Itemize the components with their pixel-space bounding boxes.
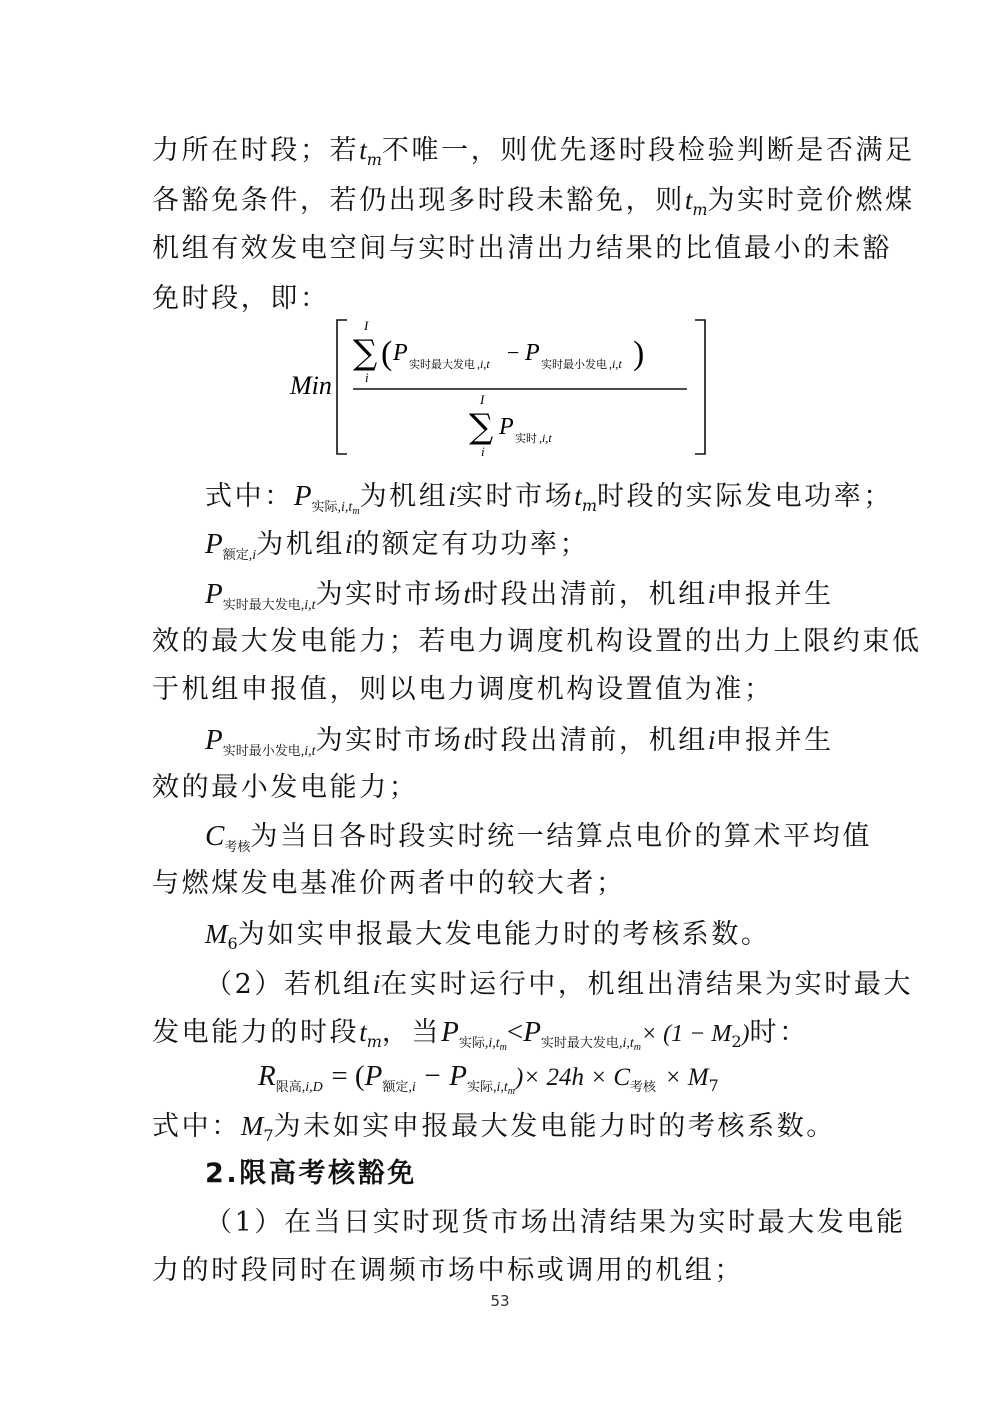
paren-close: ) xyxy=(741,1021,750,1047)
var-sub: 7 xyxy=(708,1076,719,1095)
var-t: t xyxy=(359,135,367,165)
symbol-idx-m: m xyxy=(633,1042,641,1053)
var-sub: 2 xyxy=(731,1032,742,1051)
item2-line-1 xyxy=(205,964,914,1005)
text-span: 申报并生 xyxy=(715,725,834,756)
P-rt-sub: 实时 xyxy=(515,432,537,445)
var-M: M xyxy=(240,1111,264,1141)
def-line-3c: 于机组申报值，则以电力调度机构设置值为准； xyxy=(152,674,774,705)
symbol-sub: 实际 xyxy=(458,1036,485,1051)
symbol-idx: ,i,D xyxy=(301,1080,323,1095)
symbol-sub: 实时最小发电 xyxy=(222,744,301,759)
text-span: 申报并生 xyxy=(715,579,834,610)
symbol-idx: ,i,t xyxy=(300,744,316,759)
def-line-5b: 与燃煤发电基准价两者中的较大者； xyxy=(152,868,626,899)
symbol-sub: 考核 xyxy=(224,840,251,855)
var-t: t xyxy=(463,579,472,609)
var-i: i xyxy=(707,579,716,609)
symbol-idx-m: m xyxy=(507,1086,516,1097)
var-t: t xyxy=(574,481,582,511)
sum-upper: I xyxy=(364,318,369,333)
sum-lower-den: i xyxy=(481,444,485,459)
text-span: 时段出清前，机组 xyxy=(471,725,708,756)
after-line-3: 力的时段同时在调频市场中标或调用的机组； xyxy=(152,1255,744,1286)
var-i: i xyxy=(372,969,381,999)
body-line-1 xyxy=(152,130,915,180)
def-line-3 xyxy=(205,574,905,626)
symbol-idx: ,i,t xyxy=(493,1080,508,1095)
text-span: 实时市场 xyxy=(455,481,575,512)
var-sub: m xyxy=(692,200,708,219)
symbol-idx: ,i,t xyxy=(484,1036,500,1051)
sum-lower: i xyxy=(365,370,369,385)
var-t: t xyxy=(359,1017,367,1047)
P-rt-idx: ,i,t xyxy=(539,431,552,445)
sum-symbol-den: ∑ xyxy=(469,407,494,447)
text-span: 为实时市场 xyxy=(315,579,464,610)
text-span: 为机组 xyxy=(256,529,345,560)
text-span: 为实时市场 xyxy=(315,725,464,756)
var-sub: 7 xyxy=(263,1126,274,1145)
text-span: 力所在时段；若 xyxy=(152,135,360,166)
P-max-idx: ,i,t xyxy=(477,357,490,371)
page-number: 53 xyxy=(490,1292,510,1310)
var-t: t xyxy=(463,725,472,755)
text-span: 为如实申报最大发电能力时的考核系数。 xyxy=(237,919,771,950)
symbol-P: P xyxy=(364,1060,383,1092)
symbol-idx: ,i,t xyxy=(337,500,353,515)
symbol-C: C xyxy=(205,820,225,852)
var-M: M xyxy=(205,919,228,949)
after-line-2: （1）在当日实时现货市场出清结果为实时最大发电能 xyxy=(205,1207,906,1238)
formula-min-ratio xyxy=(285,312,715,462)
minus-sign: − xyxy=(424,1060,441,1092)
less-than: < xyxy=(506,1016,524,1048)
symbol-sub: 考核 xyxy=(630,1080,657,1095)
symbol-P: P xyxy=(523,1016,541,1048)
text-span: 式中： xyxy=(205,481,294,512)
minus-sign: − xyxy=(507,340,520,365)
var-i: i xyxy=(448,481,456,511)
var-i: i xyxy=(344,529,353,559)
def-line-5 xyxy=(205,816,905,868)
symbol-idx: ,i xyxy=(408,1080,416,1095)
symbol-idx-m: m xyxy=(499,1042,507,1053)
symbol-sub: 额定 xyxy=(382,1080,409,1095)
text-span: 为未如实申报最大发电能力时的考核系数。 xyxy=(273,1111,836,1142)
formula-tail: × M xyxy=(664,1064,709,1091)
symbol-idx-m: m xyxy=(352,506,360,517)
section-heading: 2.限高考核豁免 xyxy=(205,1158,417,1189)
right-bracket xyxy=(695,320,705,454)
text-span: 为实时竞价燃煤 xyxy=(707,185,915,216)
symbol-sub: 实际 xyxy=(311,500,338,515)
P-rt: P xyxy=(499,414,514,440)
def-line-4 xyxy=(205,720,905,772)
text-span: 时： xyxy=(749,1017,809,1048)
P-min: P xyxy=(525,340,540,366)
def-line-6 xyxy=(205,914,905,964)
symbol-sub: 实时最大发电 xyxy=(540,1036,619,1051)
text-span: 时段的实际发电功率； xyxy=(596,481,893,512)
var-sub: m xyxy=(581,496,597,515)
equals-open: = ( xyxy=(331,1060,365,1092)
symbol-P: P xyxy=(205,578,223,610)
P-min-sub: 实时最小发电 xyxy=(541,358,607,371)
symbol-idx: ,i,t xyxy=(618,1036,634,1051)
symbol-P: P xyxy=(293,480,312,512)
P-max-sub: 实时最大发电 xyxy=(409,358,475,371)
min-label: Min xyxy=(290,371,332,400)
symbol-sub: 限高 xyxy=(275,1080,302,1095)
var-sub: m xyxy=(366,1032,382,1051)
paren-close: ) xyxy=(633,335,645,372)
body-line-2 xyxy=(152,180,915,230)
P-max: P xyxy=(393,340,408,366)
text-span: （2）若机组 xyxy=(205,969,373,1000)
symbol-idx: ,i xyxy=(248,548,257,563)
symbol-idx: ,i,t xyxy=(300,598,316,613)
symbol-P: P xyxy=(441,1016,459,1048)
def-line-3b: 效的最大发电能力；若电力调度机构设置的出力上限约束低 xyxy=(152,626,922,657)
formula-middle: )× 24h × C xyxy=(515,1064,631,1091)
formula-penalty xyxy=(258,1056,958,1112)
text-span: 不唯一，则优先逐时段检验判断是否满足 xyxy=(381,135,915,166)
text-span: 各豁免条件，若仍出现多时段未豁免，则 xyxy=(152,185,685,216)
var-sub: 6 xyxy=(227,934,238,953)
var-t: t xyxy=(684,185,693,215)
def-line-2 xyxy=(205,524,905,576)
var-sub: m xyxy=(366,150,382,169)
symbol-sub: 实时最大发电 xyxy=(222,598,301,613)
symbol-sub: 额定 xyxy=(222,548,249,563)
text-span: 时段出清前，机组 xyxy=(471,579,708,610)
sum-upper-den: I xyxy=(480,392,485,407)
sum-symbol: ∑ xyxy=(353,333,378,373)
symbol-P: P xyxy=(205,528,223,560)
symbol-P: P xyxy=(205,724,223,756)
text-span: 为当日各时段实时统一结算点电价的算术平均值 xyxy=(250,821,872,852)
text-span: 为机组 xyxy=(359,481,449,512)
body-line-3: 机组有效发电空间与实时出清出力结果的比值最小的未豁 xyxy=(152,233,892,264)
def-line-4b: 效的最小发电能力； xyxy=(152,772,419,803)
text-span: ，当 xyxy=(381,1017,442,1048)
condition-tail: × (1 − M xyxy=(640,1021,732,1047)
paren-open: ( xyxy=(381,335,393,372)
after-line-1 xyxy=(152,1106,852,1156)
text-span: 式中： xyxy=(152,1111,241,1142)
body-line-4: 免时段，即： xyxy=(152,283,330,314)
var-i: i xyxy=(707,725,716,755)
text-span: 发电能力的时段 xyxy=(152,1017,360,1048)
P-min-idx: ,i,t xyxy=(609,357,622,371)
text-span: 的额定有功功率； xyxy=(352,529,590,560)
text-span: 在实时运行中，机组出清结果为实时最大 xyxy=(380,969,914,1000)
symbol-sub: 实际 xyxy=(466,1080,493,1095)
symbol-R: R xyxy=(258,1060,276,1092)
left-bracket xyxy=(337,320,347,454)
symbol-P: P xyxy=(449,1060,467,1092)
